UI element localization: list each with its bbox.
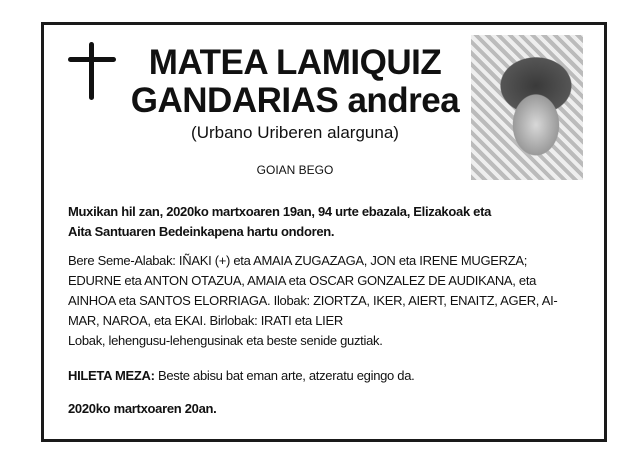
family-list	[68, 251, 583, 351]
name-line-2: GANDARIAS andrea	[130, 81, 460, 120]
rest-in-peace: GOIAN BEGO	[256, 163, 334, 177]
funeral-notice	[68, 366, 583, 386]
cross-icon	[68, 42, 116, 100]
publication-date: 2020ko martxoaren 20an.	[68, 401, 217, 416]
widow-of: (Urbano Uriberen alarguna)	[191, 123, 399, 142]
name-line-1: MATEA LAMIQUIZ	[148, 43, 442, 82]
funeral-text: Beste abisu bat eman arte, atzeratu egingo da.	[154, 368, 415, 383]
text-line: Muxikan hil zan, 2020ko martxoaren 19an, 94 urte ebazala, Elizakoak eta	[68, 204, 492, 219]
funeral-label: HILETA MEZA:	[68, 368, 155, 383]
text-line: Bere Seme-Alabak: IÑAKI (+) eta AMAIA ZUGAZAGA, JON eta IRENE MUGERZA;	[68, 253, 528, 268]
text-line: MAR, NAROA, eta EKAI. Birlobak: IRATI eta LIER	[68, 313, 343, 328]
deceased-name	[130, 44, 460, 120]
deceased-photo	[471, 35, 583, 180]
text-line: EDURNE eta ANTON OTAZUA, AMAIA eta OSCAR GONZALEZ DE AUDIKANA, eta	[68, 273, 537, 288]
text-line: Aita Santuaren Bedeinkapena hartu ondoren.	[68, 224, 335, 239]
text-line: AINHOA eta SANTOS ELORRIAGA. Ilobak: ZIORTZA, IKER, AIERT, ENAITZ, AGER, AI-	[68, 293, 558, 308]
death-notice	[68, 202, 583, 242]
text-line: Lobak, lehengusu-lehengusinak eta beste senide guztiak.	[68, 333, 383, 348]
